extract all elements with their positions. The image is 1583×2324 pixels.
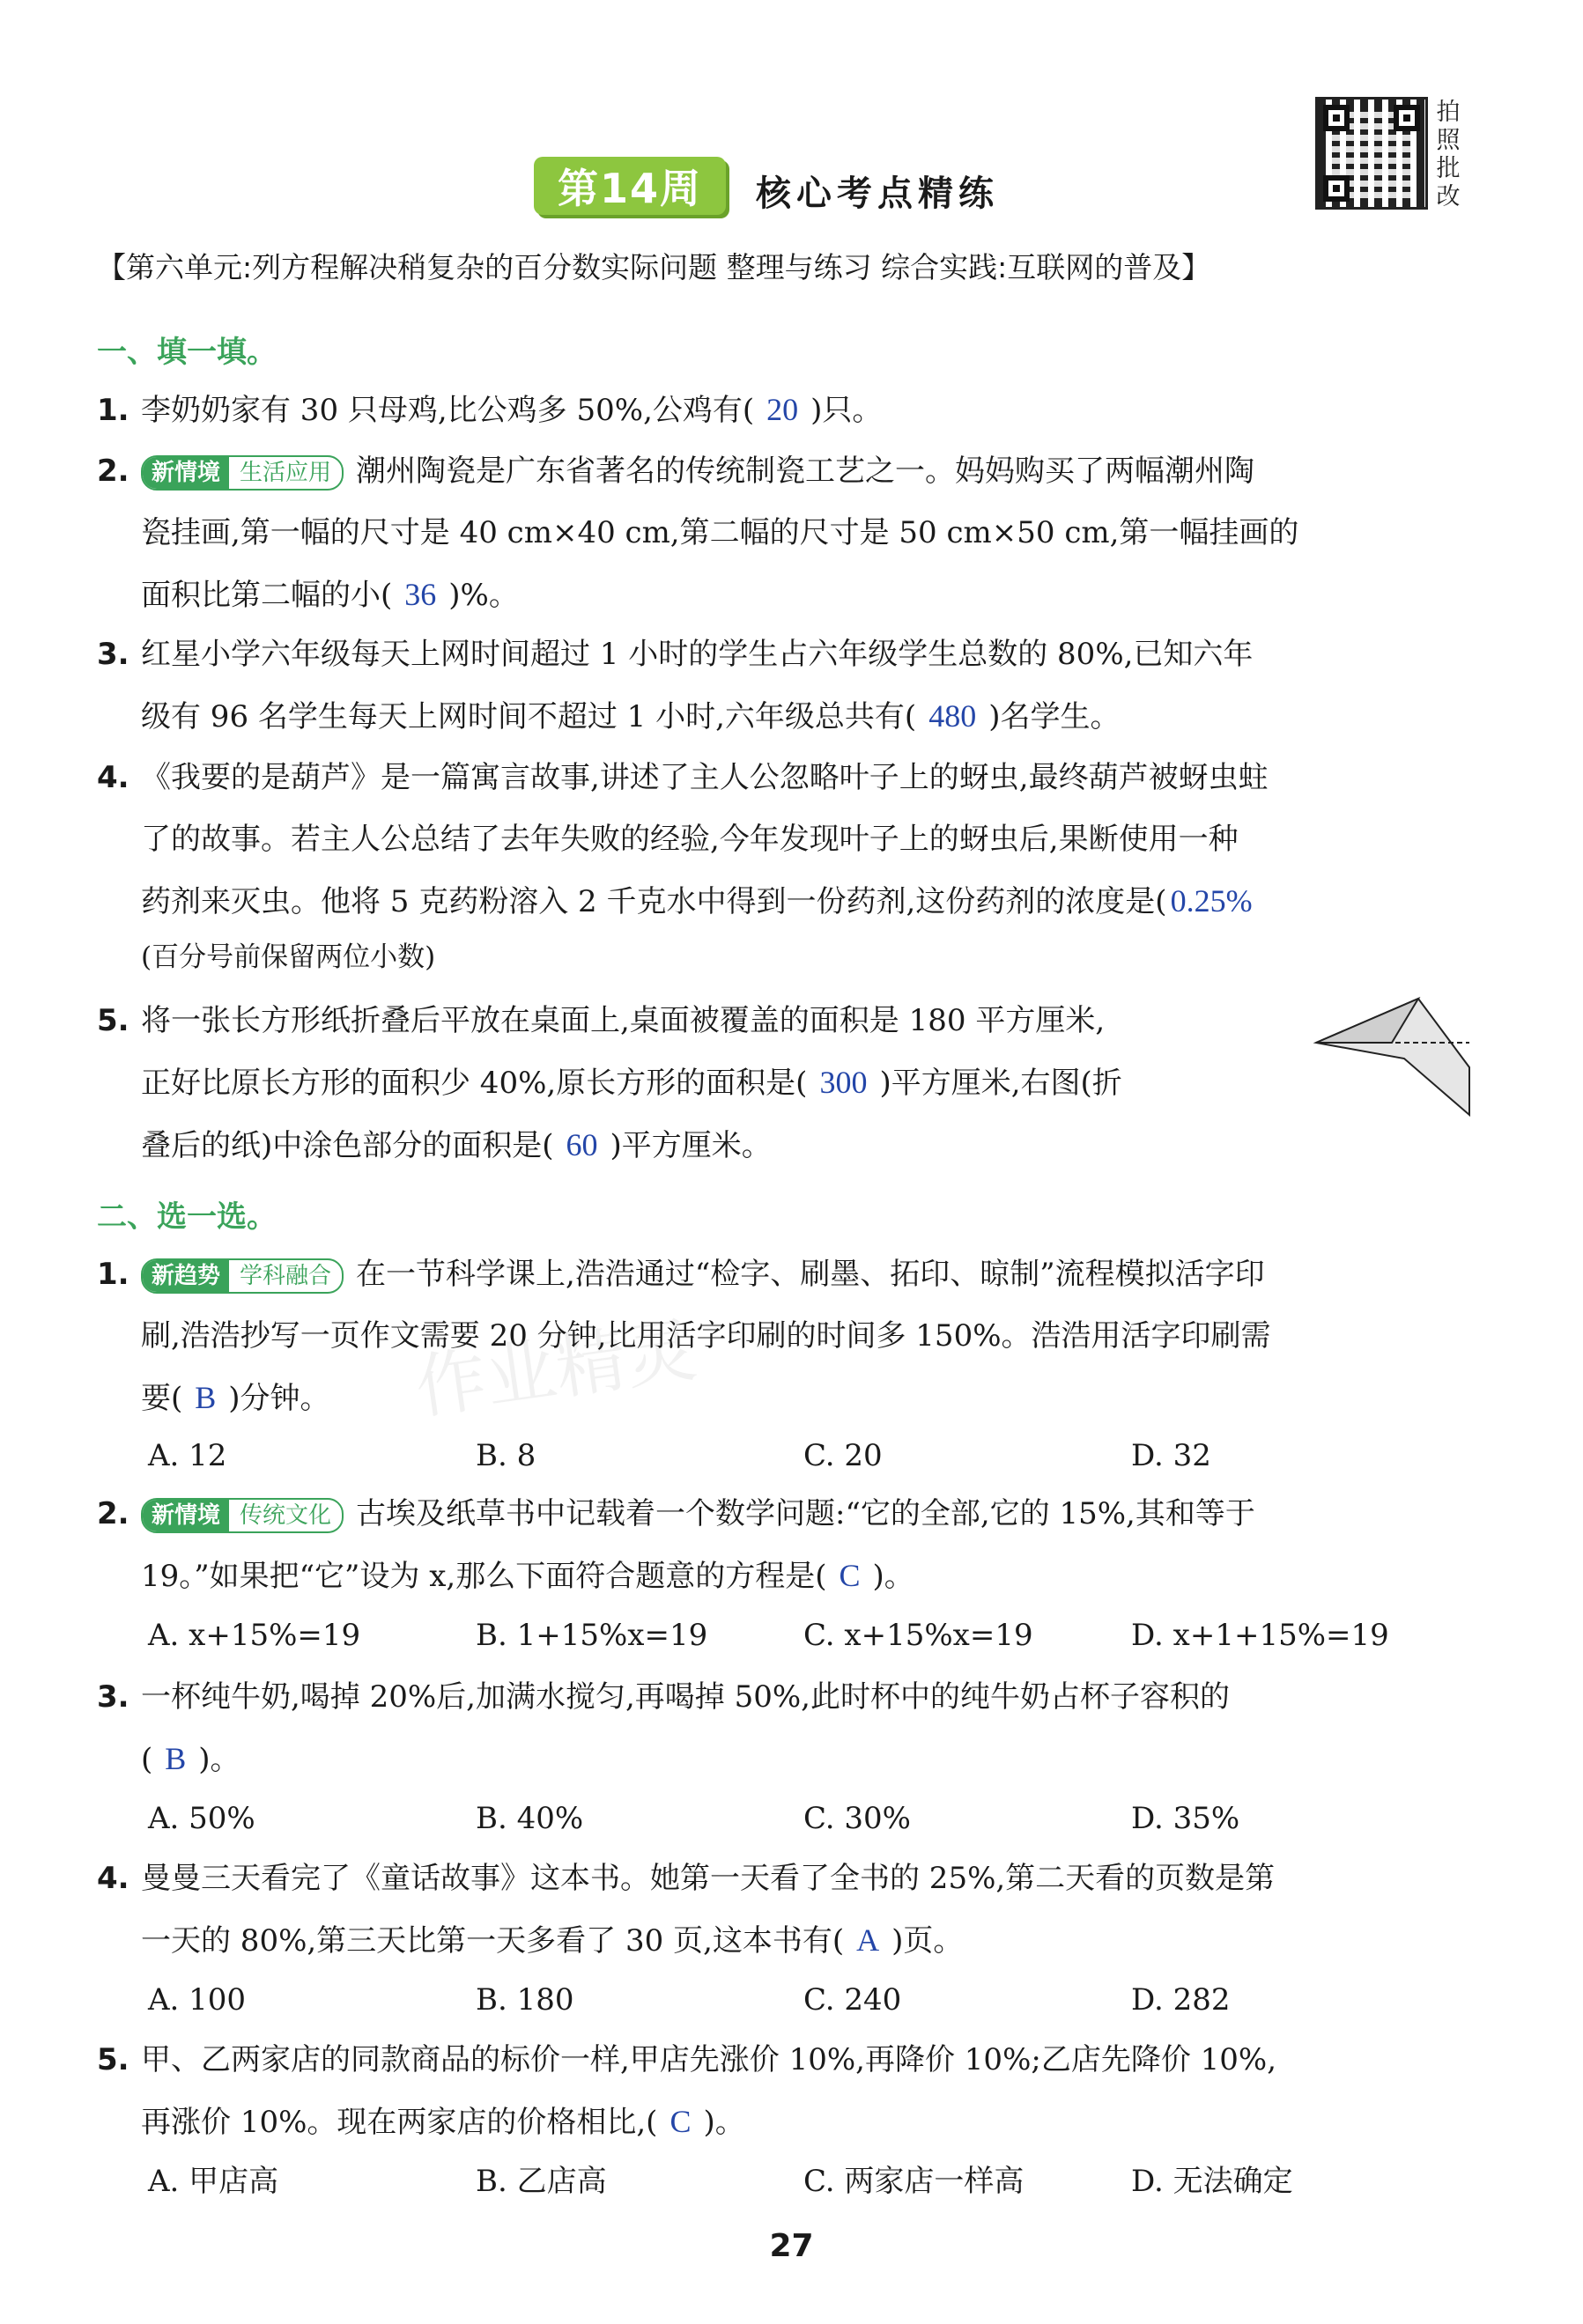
question-line [97,1909,1471,1972]
question-text: 红星小学六年级每天上网时间超过 1 小时的学生占六年级学生总数的 80%,已知六年 [141,637,1254,672]
option-a[interactable]: A. x+15%=19 [148,1618,361,1653]
question-number: 5. [97,2042,129,2077]
week-title: 核心考点精练 [756,173,999,214]
tag-secondary: 传统文化 [240,1502,332,1529]
answer-text: 60 [566,1127,598,1162]
question-choice-5 [97,2029,1471,2153]
question-line [97,1367,1471,1429]
question-line [97,870,1471,933]
question-number: 1. [97,393,129,428]
question-choice-1 [97,1243,1471,1429]
option-c[interactable]: C. 240 [803,1982,902,2018]
qr-side-label [1432,99,1464,211]
question-text: 潮州陶瓷是广东省著名的传统制瓷工艺之一。妈妈购买了两幅潮州陶 [356,454,1255,489]
option-b[interactable]: B. 8 [476,1438,536,1473]
question-text: 李奶奶家有 30 只母鸡,比公鸡多 50%,公鸡有( [141,393,755,428]
question-choice-4 [97,1848,1471,1972]
question-text: )页。 [891,1923,964,1959]
question-number: 2. [97,1496,129,1531]
question-text: ( [141,1742,153,1777]
answer-text: B [165,1741,187,1776]
qr-finder-top-right [1394,105,1420,131]
answer-text: 0.25% [1170,883,1253,919]
question-text: )只。 [810,393,883,428]
question-number: 5. [97,1003,129,1038]
question-line [97,1728,1471,1790]
option-d[interactable]: D. 282 [1131,1982,1231,2018]
option-d[interactable]: D. 35% [1131,1801,1240,1836]
unit-description: 【第六单元:列方程解决稍复杂的百分数实际问题 整理与练习 综合实践:互联网的普及】 [97,250,1211,284]
answer-text: C [839,1558,861,1593]
question-text: 刷,浩浩抄写一页作文需要 20 分钟,比用活字印刷的时间多 150%。浩浩用活字印刷需 [141,1318,1271,1354]
question-text: 一杯纯牛奶,喝掉 20%后,加满水搅匀,再喝掉 50%,此时杯中的纯牛奶占杯子容积的 [141,1679,1230,1715]
question-text: 面积比第二幅的小( [141,578,393,613]
option-c[interactable]: C. 30% [803,1801,911,1836]
tag-primary: 新情境 [143,457,229,489]
question-choice-3 [97,1666,1471,1790]
qr-finder-top-left [1323,105,1350,131]
answer-text: 36 [404,577,437,612]
question-text: )平方厘米,右图(折 [879,1066,1122,1101]
question-note: (百分号前保留两位小数) [141,941,436,973]
qr-side-char: 批 [1436,155,1461,182]
option-c[interactable]: C. 两家店一样高 [803,2164,1025,2199]
question-text: 将一张长方形纸折叠后平放在桌面上,桌面被覆盖的面积是 180 平方厘米, [141,1003,1106,1038]
answer-text: A [856,1922,880,1958]
options-row [148,1613,1469,1657]
question-fill-1 [97,379,1471,441]
question-line [97,1114,1295,1177]
category-tag [141,455,344,491]
category-tag [141,1258,344,1294]
question-text: )名学生。 [988,699,1121,734]
question-number: 2. [97,454,129,489]
question-text: 级有 96 名学生每天上网时间不超过 1 小时,六年级总共有( [141,699,917,734]
question-text: 要( [141,1381,183,1416]
question-text: 一天的 80%,第三天比第一天多看了 30 页,这本书有( [141,1923,845,1959]
question-fill-4 [97,747,1471,982]
question-number: 4. [97,1861,129,1896]
option-c[interactable]: C. 20 [803,1438,883,1473]
option-b[interactable]: B. 乙店高 [476,2164,607,2199]
question-text: 瓷挂画,第一幅的尺寸是 40 cm×40 cm,第二幅的尺寸是 50 cm×50 cm,第一幅挂画的 [141,515,1299,550]
option-a[interactable]: A. 甲店高 [148,2164,279,2199]
week-badge: 第14周 [534,157,726,215]
question-line [97,1051,1295,1114]
question-text: 了的故事。若主人公总结了去年失败的经验,今年发现叶子上的蚜虫后,果断使用一种 [141,822,1239,857]
question-line [97,2091,1471,2153]
option-d[interactable]: D. x+1+15%=19 [1131,1618,1389,1653]
options-row [148,2159,1469,2203]
answer-text: C [669,2104,692,2139]
answer-text: 480 [928,698,977,734]
answer-text: B [195,1380,217,1415]
qr-code-icon[interactable] [1315,97,1428,210]
question-text: 甲、乙两家店的同款商品的标价一样,甲店先涨价 10%,再降价 10%;乙店先降价 10%, [141,2042,1277,2077]
option-a[interactable]: A. 12 [148,1438,227,1473]
option-d[interactable]: D. 无法确定 [1131,2164,1293,2199]
qr-finder-bottom-left [1323,175,1350,202]
option-a[interactable]: A. 50% [148,1801,255,1836]
option-d[interactable]: D. 32 [1131,1438,1211,1473]
question-fill-5 [97,990,1295,1177]
question-text: )分钟。 [228,1381,330,1416]
section-fill-title: 一、填一填。 [97,335,277,370]
answer-text: 300 [819,1065,868,1100]
question-number: 4. [97,760,129,795]
tag-primary: 新趋势 [143,1260,229,1292]
options-row [148,1434,1469,1478]
watermark: 作业精灵 [411,1309,701,1429]
question-text: 正好比原长方形的面积少 40%,原长方形的面积是( [141,1066,808,1101]
question-text: 叠后的纸)中涂色部分的面积是( [141,1128,554,1163]
page-number: 27 [769,2228,814,2264]
question-text: 曼曼三天看完了《童话故事》这本书。她第一天看了全书的 25%,第二天看的页数是第 [141,1861,1276,1896]
question-line [97,1545,1471,1607]
tag-secondary: 生活应用 [240,460,332,486]
question-text: 古埃及纸草书中记载着一个数学问题:“它的全部,它的 15%,其和等于 [356,1496,1255,1531]
tag-secondary: 学科融合 [240,1263,332,1289]
qr-side-char: 照 [1436,127,1461,154]
question-text: )平方厘米。 [610,1128,772,1163]
question-choice-2 [97,1483,1471,1607]
question-number: 3. [97,637,129,672]
option-a[interactable]: A. 100 [148,1982,247,2018]
question-number: 3. [97,1679,129,1715]
folded-paper-figure [1313,992,1471,1124]
question-line [97,564,1471,626]
question-text: )。 [872,1559,914,1594]
qr-side-char: 拍 [1436,99,1461,126]
tag-primary: 新情境 [143,1500,229,1531]
option-b[interactable]: B. 1+15%x=19 [476,1618,708,1653]
option-b[interactable]: B. 180 [476,1982,574,2018]
options-row [148,1796,1469,1841]
option-c[interactable]: C. x+15%x=19 [803,1618,1033,1653]
question-fill-3 [97,623,1471,748]
question-text: 在一节科学课上,浩浩通过“检字、刷墨、拓印、晾制”流程模拟活字印 [356,1257,1265,1292]
question-text: 再涨价 10%。现在两家店的价格相比,( [141,2105,658,2140]
question-text: 19。”如果把“它”设为 x,那么下面符合题意的方程是( [141,1559,827,1594]
question-number: 1. [97,1257,129,1292]
question-text: 药剂来灭虫。他将 5 克药粉溶入 2 千克水中得到一份药剂,这份药剂的浓度是( [141,884,1167,919]
question-text: 《我要的是葫芦》是一篇寓言故事,讲述了主人公忽略叶子上的蚜虫,最终葫芦被蚜虫蛀 [141,760,1269,795]
qr-side-char: 改 [1436,183,1461,210]
answer-text: 20 [766,392,799,427]
option-b[interactable]: B. 40% [476,1801,584,1836]
question-text: )。 [703,2105,745,2140]
category-tag [141,1498,344,1533]
question-line [97,685,1471,748]
question-fill-2 [97,440,1471,626]
question-text: )%。 [448,578,519,613]
section-choice-title: 二、选一选。 [97,1199,277,1235]
options-row [148,1978,1469,2022]
question-text: )。 [198,1742,240,1777]
